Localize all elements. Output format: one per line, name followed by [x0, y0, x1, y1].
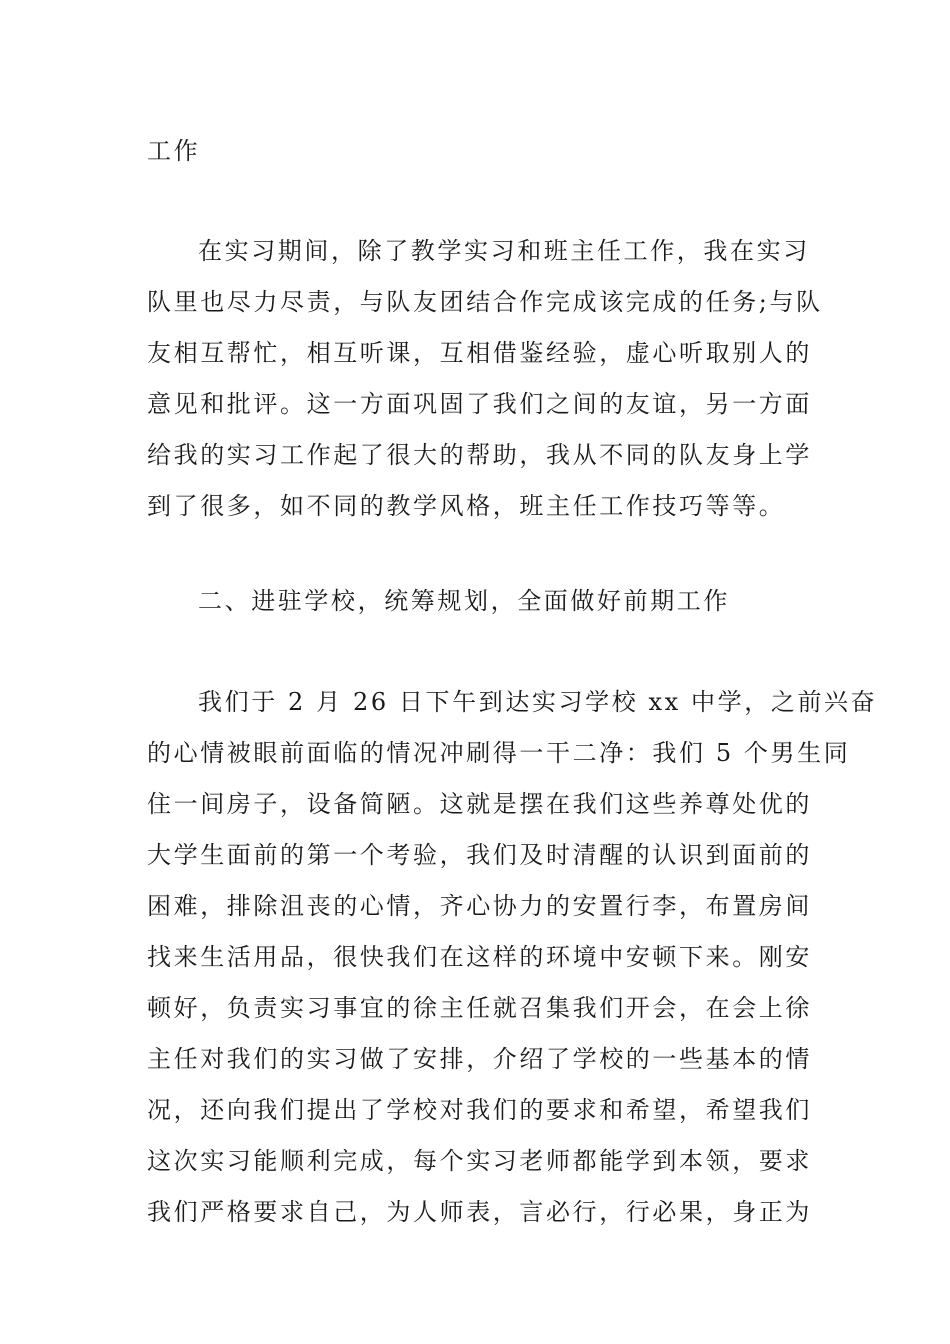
paragraph-2-line-9: 况，还向我们提出了学校对我们的要求和希望，希望我们 — [147, 1096, 812, 1124]
paragraph-2-line-11: 我们严格要求自己，为人师表，言必行，行必果，身正为 — [147, 1198, 812, 1226]
paragraph-2-line-7: 顿好，负责实习事宜的徐主任就召集我们开会，在会上徐 — [147, 994, 812, 1022]
paragraph-1-line-6: 到了很多，如不同的教学风格，班主任工作技巧等等。 — [147, 492, 786, 520]
paragraph-2-line-6: 找来生活用品，很快我们在这样的环境中安顿下来。刚安 — [147, 943, 812, 971]
paragraph-2-line-2: 的心情被眼前面临的情况冲刷得一干二净：我们 5 个男生同 — [147, 739, 851, 767]
paragraph-1-line-3: 友相互帮忙，相互听课，互相借鉴经验，虚心听取别人的 — [147, 339, 812, 367]
paragraph-1-line-5: 给我的实习工作起了很大的帮助，我从不同的队友身上学 — [147, 441, 812, 469]
section-heading: 二、进驻学校，统筹规划，全面做好前期工作 — [198, 587, 730, 615]
paragraph-2-line-3: 住一间房子，设备简陋。这就是摆在我们这些养尊处优的 — [147, 790, 812, 818]
paragraph-2-line-5: 困难，排除沮丧的心情，齐心协力的安置行李，布置房间 — [147, 892, 812, 920]
paragraph-2-line-4: 大学生面前的第一个考验，我们及时清醒的认识到面前的 — [147, 841, 812, 869]
paragraph-1-line-4: 意见和批评。这一方面巩固了我们之间的友谊，另一方面 — [147, 390, 812, 418]
paragraph-2-line-1: 我们于 2 月 26 日下午到达实习学校 xx 中学，之前兴奋 — [198, 688, 878, 716]
paragraph-1-line-1: 在实习期间，除了教学实习和班主任工作，我在实习 — [198, 237, 810, 265]
paragraph-2-line-10: 这次实习能顺利完成，每个实习老师都能学到本领，要求 — [147, 1147, 812, 1175]
paragraph-2-line-8: 主任对我们的实习做了安排，介绍了学校的一些基本的情 — [147, 1045, 812, 1073]
paragraph-1-line-2: 队里也尽力尽责，与队友团结合作完成该完成的任务;与队 — [147, 288, 823, 316]
heading-fragment: 工作 — [147, 137, 201, 165]
